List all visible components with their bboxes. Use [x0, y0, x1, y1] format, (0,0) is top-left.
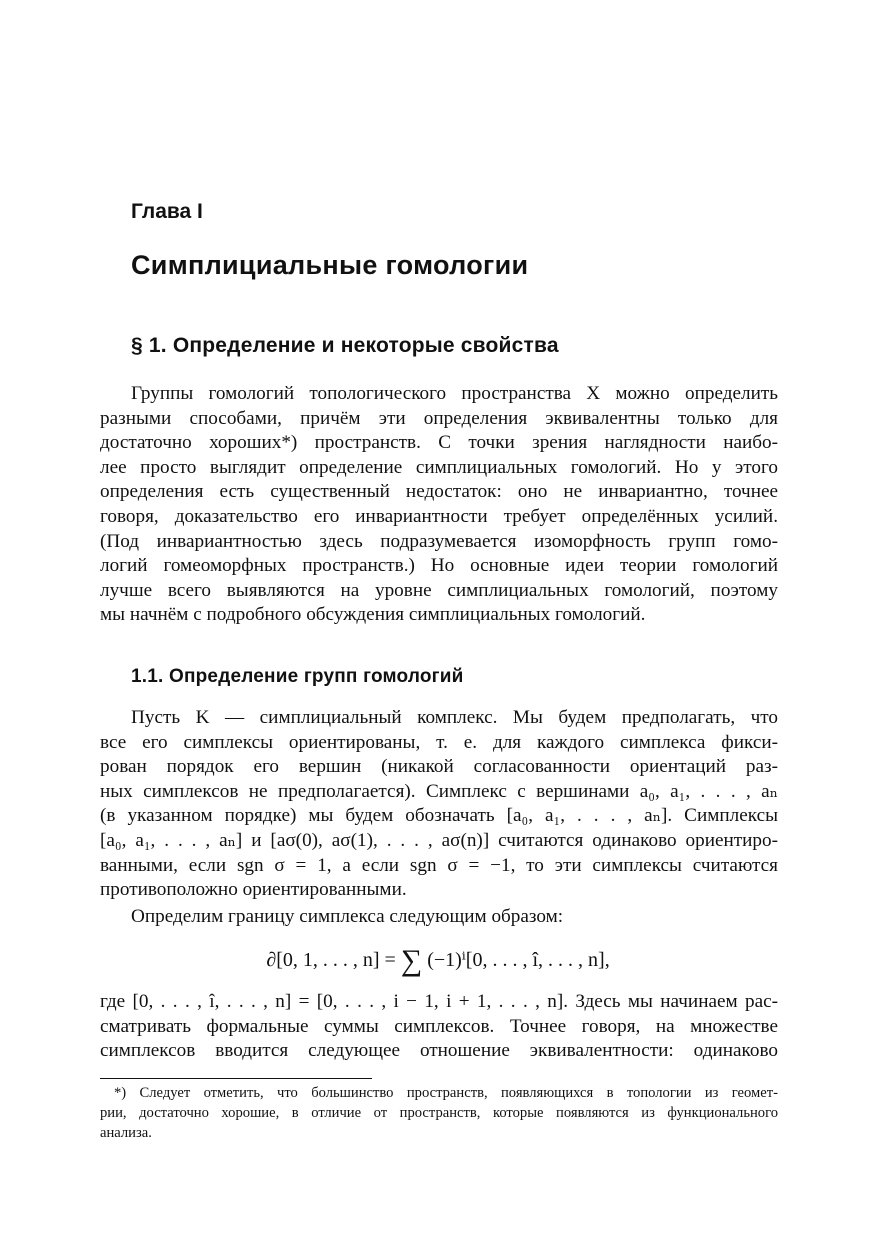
paragraph-line: [a₀, a₁, . . . , aₙ] и [aσ(0), aσ(1), . . . , aσ(n)] считаются одинаково ориентиро- [100, 829, 778, 851]
sum-symbol: ∑ [400, 944, 423, 977]
paragraph-line: достаточно хороших*) пространств. С точки зрения наглядности наибо- [100, 432, 778, 454]
chapter-label: Глава I [131, 200, 203, 223]
footnote-line: анализа. [100, 1125, 152, 1141]
paragraph-line: мы начнём с подробного обсуждения симплициальных гомологий. [100, 604, 646, 626]
paragraph-line: Группы гомологий топологического пространства X можно определить [131, 383, 778, 404]
paragraph-line: Пусть K — симплициальный комплекс. Мы будем предполагать, что [131, 707, 778, 728]
paragraph-line: лучше всего выявляются на уровне симплициальных гомологий, поэтому [100, 579, 778, 601]
paragraph-line: (в указанном порядке) мы будем обозначать [a₀, a₁, . . . , aₙ]. Симплексы [100, 805, 778, 827]
subsection-title: 1.1. Определение групп гомологий [131, 666, 464, 687]
paragraph-line: Определим границу симплекса следующим образом: [131, 906, 564, 927]
section-title: § 1. Определение и некоторые свойства [131, 334, 559, 357]
chapter-title: Симплициальные гомологии [131, 250, 529, 280]
definition-paragraph [100, 706, 778, 903]
intro-paragraph [100, 382, 778, 628]
paragraph-line: симплексов вводится следующее отношение эквивалентности: одинаково [100, 1040, 778, 1062]
after-formula-paragraph [100, 990, 778, 1064]
paragraph-line: логий гомеоморфных пространств.) Но основные идеи теории гомологий [100, 555, 778, 577]
paragraph-line: противоположно ориентированными. [100, 879, 407, 901]
formula-right: (−1)ⁱ[0, . . . , î, . . . , n], [427, 949, 610, 971]
footnote [100, 1083, 778, 1143]
paragraph-line: (Под инвариантностью здесь подразумевается изоморфность групп гомо- [100, 530, 778, 552]
paragraph-line: сматривать формальные суммы симплексов. Точнее говоря, на множестве [100, 1015, 778, 1037]
paragraph-line: лее просто выглядит определение симплициальных гомологий. Но у этого [100, 456, 778, 478]
paragraph-line: где [0, . . . , î, . . . , n] = [0, . . . , i − 1, i + 1, . . . , n]. Здесь мы начинаем рас- [100, 991, 778, 1012]
paragraph-line: ванными, если sgn σ = 1, а если sgn σ = −1, то эти симплексы считаются [100, 854, 778, 876]
paragraph-line: определения есть существенный недостаток: оно не инвариантно, точнее [100, 481, 778, 503]
footnote-line: *) Следует отметить, что большинство пространств, появляющихся в топологии из геомет- [114, 1085, 778, 1101]
paragraph-line: разными способами, причём эти определения эквивалентны только для [100, 407, 778, 429]
formula-left: ∂[0, 1, . . . , n] = [266, 949, 396, 971]
paragraph-line: рован порядок его вершин (никакой согласованности ориентаций раз- [100, 756, 778, 778]
boundary-formula [0, 944, 876, 978]
footnote-divider [100, 1078, 372, 1079]
footnote-line: рии, достаточно хорошие, в отличие от пространств, которые появляются из функционального [100, 1105, 778, 1121]
paragraph-line: говоря, доказательство его инвариантности требует определённых усилий. [100, 505, 778, 527]
boundary-paragraph [100, 905, 778, 930]
paragraph-line: ных симплексов не предполагается). Симплекс с вершинами a₀, a₁, . . . , aₙ [100, 780, 778, 802]
paragraph-line: все его симплексы ориентированы, т. е. для каждого симплекса фикси- [100, 731, 778, 753]
